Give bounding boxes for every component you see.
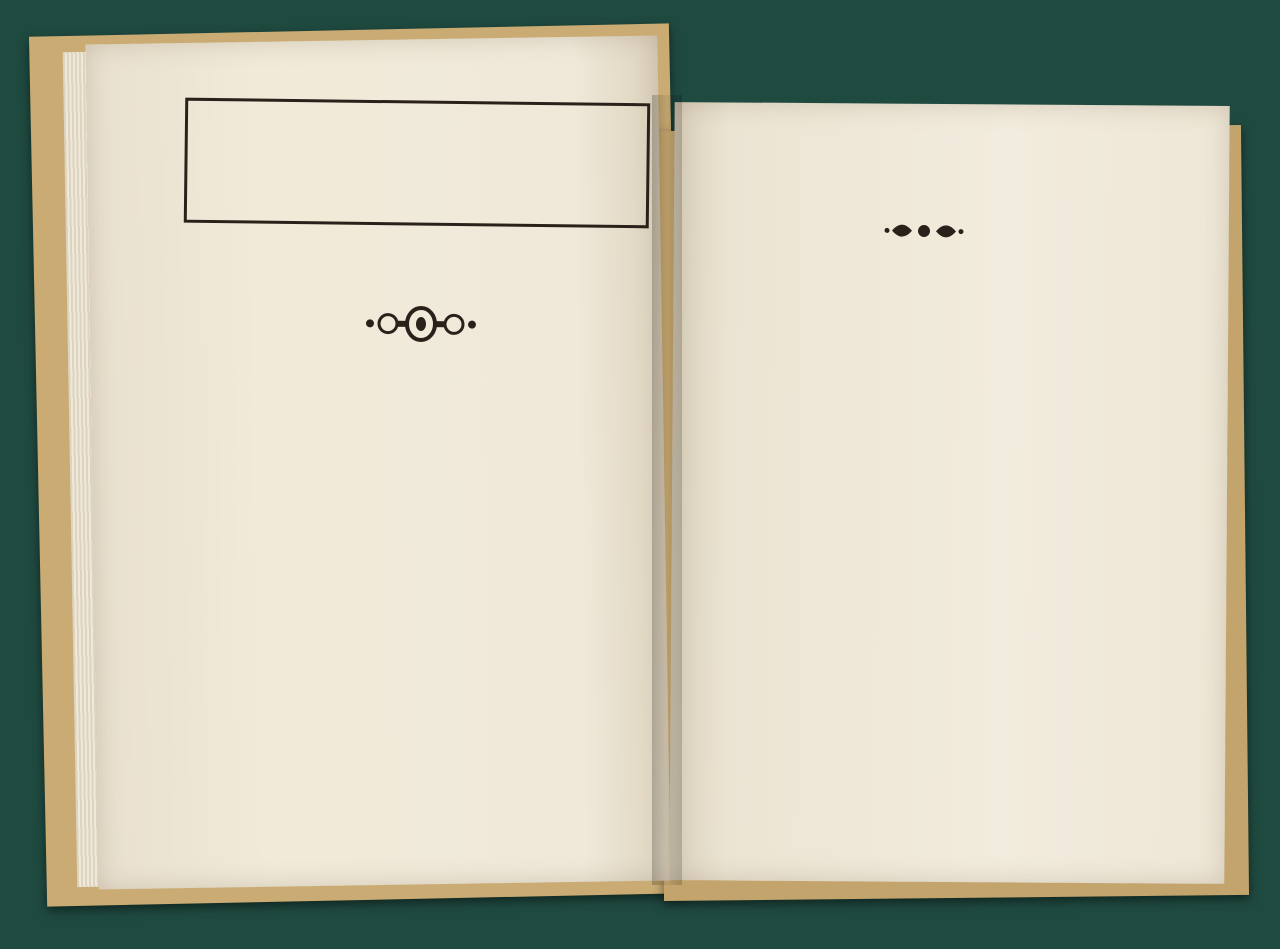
index-column-left <box>704 260 932 290</box>
spacer <box>704 274 932 284</box>
book-gutter <box>652 95 682 885</box>
ornamental-headpiece-icon <box>183 97 651 229</box>
spacer <box>704 264 932 274</box>
small-ornament-icon <box>358 299 485 349</box>
spacer <box>934 272 1168 282</box>
index-column-right <box>934 262 1168 288</box>
small-ornament-icon <box>884 215 964 246</box>
